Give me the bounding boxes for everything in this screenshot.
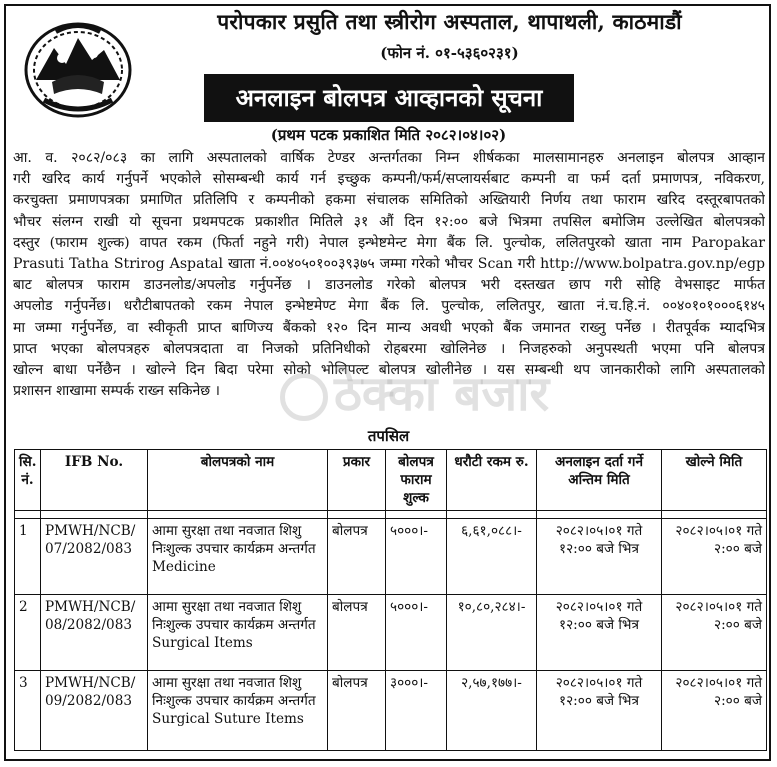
cell-ifb: PMWH/NCB/ 08/2082/083 (41, 595, 148, 671)
body-line: खोल्न बाधा पर्नेछैन । खोल्ने दिन बिदा परेमा सोको भोलिपल्ट बोलपत्र खोलीनेछ । यस सम्बन्धी थप जानकारीको लागि अस्पतालको (13, 362, 765, 379)
col-header-type: प्रकार (328, 450, 386, 511)
hospital-name: परोपकार प्रसुति तथा स्त्रीरोग अस्पताल, थापाथली, काठमाडौं (217, 9, 682, 34)
col-header-name: बोलपत्रको नाम (148, 450, 328, 511)
cell-deadline: २०८२।०५।०१ गते १२:०० बजे भित्र (537, 595, 662, 671)
body-line: Prasuti Tatha Strirog Aspatal खाता नं.००४०५०१००३९३७५ जम्मा गरेको भौचर Scan गरी http://www.bolpatra.gov.np/egp (13, 256, 765, 273)
watermark-text: ठेक्का बजार (334, 366, 550, 422)
cell-deadline: २०८२।०५।०१ गते १२:०० बजे भित्र (537, 671, 662, 751)
cell-name: आमा सुरक्षा तथा नवजात शिशु निःशुल्क उपचार कार्यक्रम अन्तर्गत Surgical Items (148, 595, 328, 671)
notice-title: अनलाइन बोलपत्र आव्हानको सूचना (204, 74, 574, 122)
body-line: बाट बोलपत्र फाराम डाउनलोड/अपलोड गर्नुपर्नेछ । डाउनलोड गरेको बोलपत्र भरी दस्तखत छाप गरी सोहि वेभसाइट मार्फत (13, 277, 765, 294)
body-line: प्रशासन शाखामा सम्पर्क राख्न सकिनेछ । (13, 383, 220, 400)
cell-deposit: २,५७,१७७।- (447, 671, 537, 751)
watermark-logo-icon (280, 373, 328, 421)
cell-deadline: २०८२।०५।०१ गते १२:०० बजे भित्र (537, 519, 662, 595)
col-header-sn: सि. नं. (15, 450, 41, 511)
table-row (15, 519, 767, 595)
cell-fee: ५०००।- (386, 595, 447, 671)
cell-ifb: PMWH/NCB/ 07/2082/083 (41, 519, 148, 595)
col-header-deadline: अनलाइन दर्ता गर्ने अन्तिम मिति (537, 450, 662, 511)
body-line: भौचर संलग्न राखी यो सूचना प्रथमपटक प्रकाशीत मितिले ३१ औं दिन १२:०० बजे भित्रमा तपसिल बमोजिम उल्लेखित बोलपत्रको (13, 213, 765, 230)
cell-opening: २०८२।०५।०१ गते २:०० बजे (662, 519, 767, 595)
body-line: गरी खरिद कार्य गर्नुपर्ने भएकोले सोसम्बन्धी कार्य गर्न इच्छुक कम्पनी/फर्म/सप्लायर्सबाट कम्पनी वा फर्म दर्ता प्रमाणपत्र, नविकरण, (13, 171, 765, 188)
col-header-ifb: IFB No. (41, 450, 148, 511)
cell-ifb: PMWH/NCB/ 09/2082/083 (41, 671, 148, 751)
cell-deposit: ६,६१,०८८।- (447, 519, 537, 595)
table-header-row (15, 450, 767, 511)
cell-opening: २०८२।०५।०१ गते २:०० बजे (662, 671, 767, 751)
cell-deposit: १०,८०,२८४।- (447, 595, 537, 671)
first-published-date: (प्रथम पटक प्रकाशित मिति २०८२।०४।०२) (270, 126, 507, 144)
col-header-opening: खोल्ने मिति (662, 450, 767, 511)
table-row (15, 595, 767, 671)
tender-table (14, 449, 767, 751)
cell-name: आमा सुरक्षा तथा नवजात शिशु निःशुल्क उपचार कार्यक्रम अन्तर्गत Medicine (148, 519, 328, 595)
schedule-heading: तपसिल (367, 427, 410, 445)
nepal-emblem-icon (22, 20, 134, 120)
cell-opening: २०८२।०५।०१ गते २:०० बजे (662, 595, 767, 671)
cell-fee: ३०००।- (386, 671, 447, 751)
body-line: प्राप्त भएका बोलपत्रहरु बोलपत्रदाता वा निजको प्रतिनिधीको रोहबरमा खोलिनेछ । निजहरुको अनुपस्थती भएमा पनि बोलपत्र (13, 340, 765, 357)
body-line: अपलोड गर्नुपर्नेछ। धरौटीबापतको रकम नेपाल इन्भेष्टमेण्ट मेगा बैंक लि. पुल्चोक, ललितपुर, खाता नं.च.हि.नं. ००४०१०१०००६१४५ (13, 298, 765, 315)
cell-sn: 2 (15, 595, 41, 671)
cell-name: आमा सुरक्षा तथा नवजात शिशु निःशुल्क उपचार कार्यक्रम अन्तर्गत Surgical Suture Items (148, 671, 328, 751)
col-header-fee: बोलपत्र फाराम शुल्क (386, 450, 447, 511)
cell-sn: 1 (15, 519, 41, 595)
watermark (280, 360, 549, 425)
cell-type: बोलपत्र (328, 671, 386, 751)
cell-sn: 3 (15, 671, 41, 751)
body-line: दस्तुर (फाराम शुल्क) वापत रकम (फिर्ता नहुने गरी) नेपाल इन्भेष्टमेन्ट मेगा बैंक लि. पुल्चोक, ललितपुरको खाता नाम Paropakar (13, 234, 765, 251)
body-line: करचुक्ता प्रमाणपत्रका प्रमाणित प्रतिलिपि र कम्पनीको हकमा संचालक समितिको अख्तियारी निर्णय तथा फाराम खरिद दस्तूरबापतको (13, 192, 765, 209)
cell-type: बोलपत्र (328, 595, 386, 671)
body-line: आ. व. २०८२/०८३ का लागि अस्पतालको वार्षिक टेण्डर अन्तर्गतका निम्न शीर्षकका मालसामानहरु अनलाइन बोलपत्र आव्हान (13, 150, 765, 166)
cell-type: बोलपत्र (328, 519, 386, 595)
table-row (15, 671, 767, 751)
body-line: मा जम्मा गर्नुपर्नेछ, वा स्वीकृती प्राप्त बाणिज्य बैंकको १२० दिन मान्य अवधी भएको बैंक जमानत राख्नु पर्नेछ । रीतपूर्वक म्यादभित्र (13, 319, 765, 336)
phone-number: (फोन नं. ०१-५३६०२३१) (380, 44, 519, 62)
header-spacer-row (15, 511, 767, 519)
col-header-deposit: धरौटी रकम रु. (447, 450, 537, 511)
cell-fee: ५०००।- (386, 519, 447, 595)
